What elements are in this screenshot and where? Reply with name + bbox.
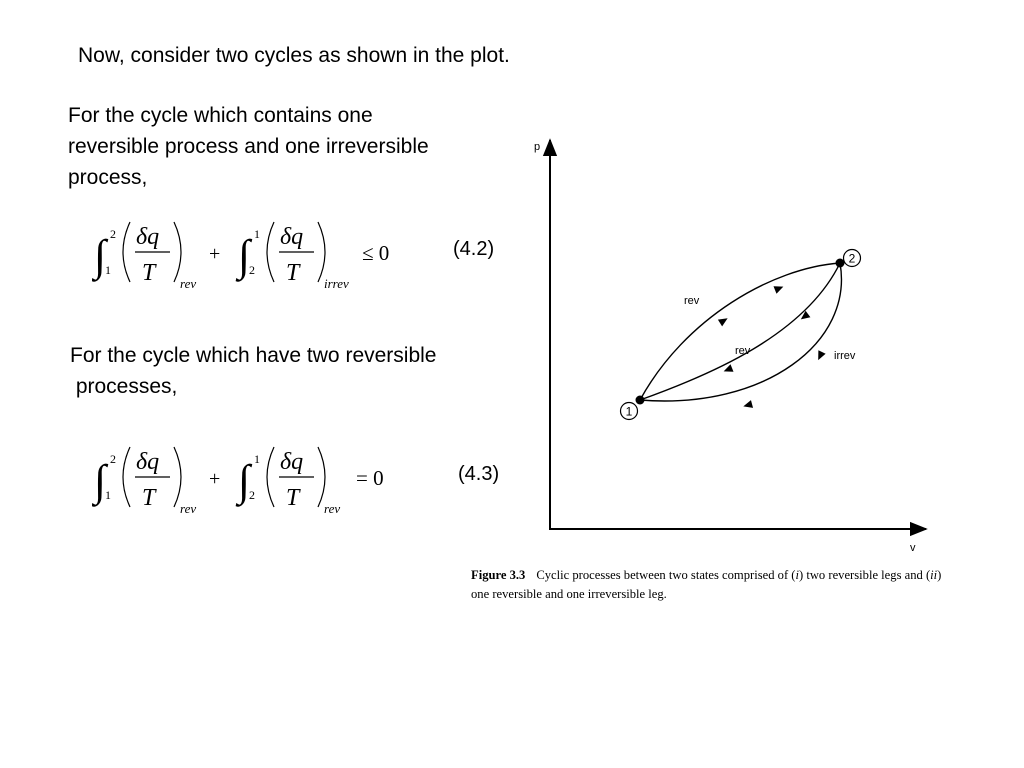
integral1-subscript: rev — [180, 501, 197, 516]
figure-label: Figure 3.3 — [471, 568, 526, 582]
caption-ii: ii — [930, 568, 938, 582]
case1-text — [68, 100, 429, 193]
caption-line-2: one reversible and one irreversible leg. — [471, 587, 667, 601]
integral1-denominator: T — [142, 260, 156, 286]
state-1-label: 1 — [625, 404, 633, 419]
upper-path-label: rev — [684, 295, 700, 307]
intro-text: Now, consider two cycles as shown in the plot. — [78, 44, 510, 67]
relation: ≤ 0 — [362, 241, 390, 265]
arrow-irrev-to-1 — [742, 400, 753, 410]
integral-sign: ∫ — [94, 456, 107, 505]
integral-sign: ∫ — [94, 231, 107, 280]
caption-text-1: Cyclic processes between two states comprised of ( — [536, 568, 796, 582]
caption-text-3: ) — [937, 568, 942, 582]
caption-i: i — [795, 568, 799, 582]
right-paren — [174, 222, 181, 282]
integral2-numerator: δq — [280, 224, 304, 250]
integral1-lower-limit: 1 — [105, 488, 111, 502]
left-paren — [267, 447, 274, 507]
integral2-numerator: δq — [280, 449, 304, 475]
equation-4-3 — [92, 433, 422, 523]
integral1-upper-limit: 2 — [110, 452, 116, 466]
figure-caption — [471, 566, 1016, 604]
middle-path-label: rev — [735, 345, 751, 357]
lower-path-label: irrev — [834, 350, 856, 362]
integral-sign: ∫ — [238, 456, 251, 505]
state-2-label: 2 — [848, 251, 856, 266]
left-paren — [123, 447, 130, 507]
pv-diagram — [460, 130, 940, 560]
integral1-upper-limit: 2 — [110, 227, 116, 241]
arrow-middle-to-1 — [722, 364, 733, 375]
integral1-numerator: δq — [136, 224, 160, 250]
integral-sign: ∫ — [238, 231, 251, 280]
plus-operator: + — [209, 468, 221, 490]
case1-line-3: process, — [68, 166, 148, 189]
state-1-point — [636, 396, 645, 405]
right-paren — [318, 447, 325, 507]
equation-number-4-3: (4.3) — [458, 463, 500, 485]
right-paren — [318, 222, 325, 282]
left-paren — [267, 222, 274, 282]
integral1-numerator: δq — [136, 449, 160, 475]
case2-line-1: For the cycle which have two reversible — [70, 344, 437, 367]
middle-reversible-path — [640, 263, 840, 400]
arrow-upper-to-2 — [774, 283, 785, 294]
caption-line-1 — [471, 566, 1016, 585]
integral2-subscript: irrev — [324, 276, 349, 291]
integral1-subscript: rev — [180, 276, 197, 291]
arrow-irrev-to-1 — [815, 350, 826, 362]
y-axis-label: p — [534, 141, 541, 153]
irreversible-path — [640, 263, 841, 401]
arrow-middle-to-1 — [798, 311, 810, 323]
case2-line-2: processes, — [70, 375, 178, 398]
integral2-upper-limit: 1 — [254, 452, 260, 466]
upper-reversible-path — [640, 263, 840, 400]
integral1-denominator: T — [142, 485, 156, 511]
integral2-denominator: T — [286, 485, 300, 511]
arrow-upper-to-2 — [718, 315, 730, 327]
integral2-lower-limit: 2 — [249, 488, 255, 502]
left-paren — [123, 222, 130, 282]
x-axis-label: v — [910, 542, 916, 554]
case1-line-1: For the cycle which contains one — [68, 104, 373, 127]
case2-text — [70, 340, 437, 402]
plus-operator: + — [209, 243, 221, 265]
integral1-lower-limit: 1 — [105, 263, 111, 277]
integral2-lower-limit: 2 — [249, 263, 255, 277]
case1-line-2: reversible process and one irreversible — [68, 135, 429, 158]
integral2-denominator: T — [286, 260, 300, 286]
integral2-upper-limit: 1 — [254, 227, 260, 241]
relation: = 0 — [356, 466, 384, 490]
integral2-subscript: rev — [324, 501, 341, 516]
caption-text-2: ) two reversible legs and ( — [799, 568, 931, 582]
equation-4-2 — [92, 208, 422, 298]
equation-number-4-2: (4.2) — [453, 238, 495, 260]
right-paren — [174, 447, 181, 507]
